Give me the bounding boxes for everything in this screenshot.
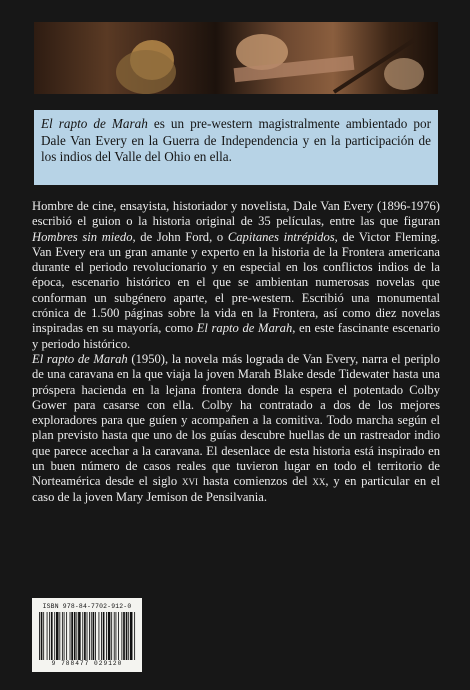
text-run: xx — [312, 474, 326, 489]
text-run: hasta comienzos del — [198, 474, 313, 489]
isbn-label: ISBN 978-84-7702-912-0 — [42, 603, 132, 610]
cover-illustration-figures — [34, 22, 438, 94]
text-run: , en este fascinante escenario y periodo histórico. — [32, 321, 440, 351]
description-paragraph-1 — [32, 199, 440, 352]
blurb-book-title: El rapto de Marah — [41, 116, 148, 131]
text-run: (1950), la novela más lograda de Van Every, narra el periplo de una caravana en la que viaja la joven Marah Blake desde Tidewater hasta una próspera hacienda en la lejana frontera donde la espera el potentado Colby Gower para casarse con ella. Colby ha contratado a dos de los mejores exploradores para que guíen y acompañen a la comitiva. Todo marcha según el plan previsto hasta que uno de los guías descubre huellas de un rastreador indio que parece acechar a la caravana. El desenlace de esta historia está inspirado en un buen número de casos reales que tuvieron lugar en todo el territorio de Norteamérica desde el siglo — [32, 351, 440, 489]
text-run: , y en particular en el caso de la joven Mary Jemison de Pensilvania. — [32, 474, 441, 504]
barcode — [32, 598, 142, 672]
barcode-digits: 9 788477 029120 — [51, 660, 123, 667]
text-run: Hombre de cine, ensayista, historiador y novelista, Dale Van Every (1896-1976) escribió el guion o la historia original de 35 películas, entre las que figuran — [32, 199, 440, 229]
blurb-text: es un pre-western magistralmente ambientado por Dale Van Every en la Guerra de Independencia y en la participación de los indios del Valle del Ohio en ella. — [41, 116, 431, 165]
text-run: , de Victor Fleming. Van Every era un gran amante y experto en la historia de la Frontera americana durante el periodo revolucionario y en especial en los conflictos indios de la época, escenario histórico en el que se ambientan numerosas novelas que conforman un subgénero aparte, el pre-western. Escribió una monumental crónica de 1.500 páginas sobre la vida en la Frontera, así como diez novelas inspiradas en su mayoría, como — [32, 229, 440, 336]
text-run: El rapto de Marah — [32, 351, 128, 366]
text-run: xvi — [182, 474, 199, 489]
description — [32, 199, 440, 505]
barcode-bars — [37, 612, 137, 660]
description-paragraph-2 — [32, 352, 440, 505]
text-run: El rapto de Marah — [196, 321, 293, 336]
text-run: , de John Ford, o — [132, 229, 228, 244]
text-run: Capitanes intrépidos — [227, 229, 335, 244]
cover-illustration — [34, 22, 438, 94]
text-run: Hombres sin miedo — [32, 229, 133, 244]
blurb-box — [34, 110, 438, 185]
